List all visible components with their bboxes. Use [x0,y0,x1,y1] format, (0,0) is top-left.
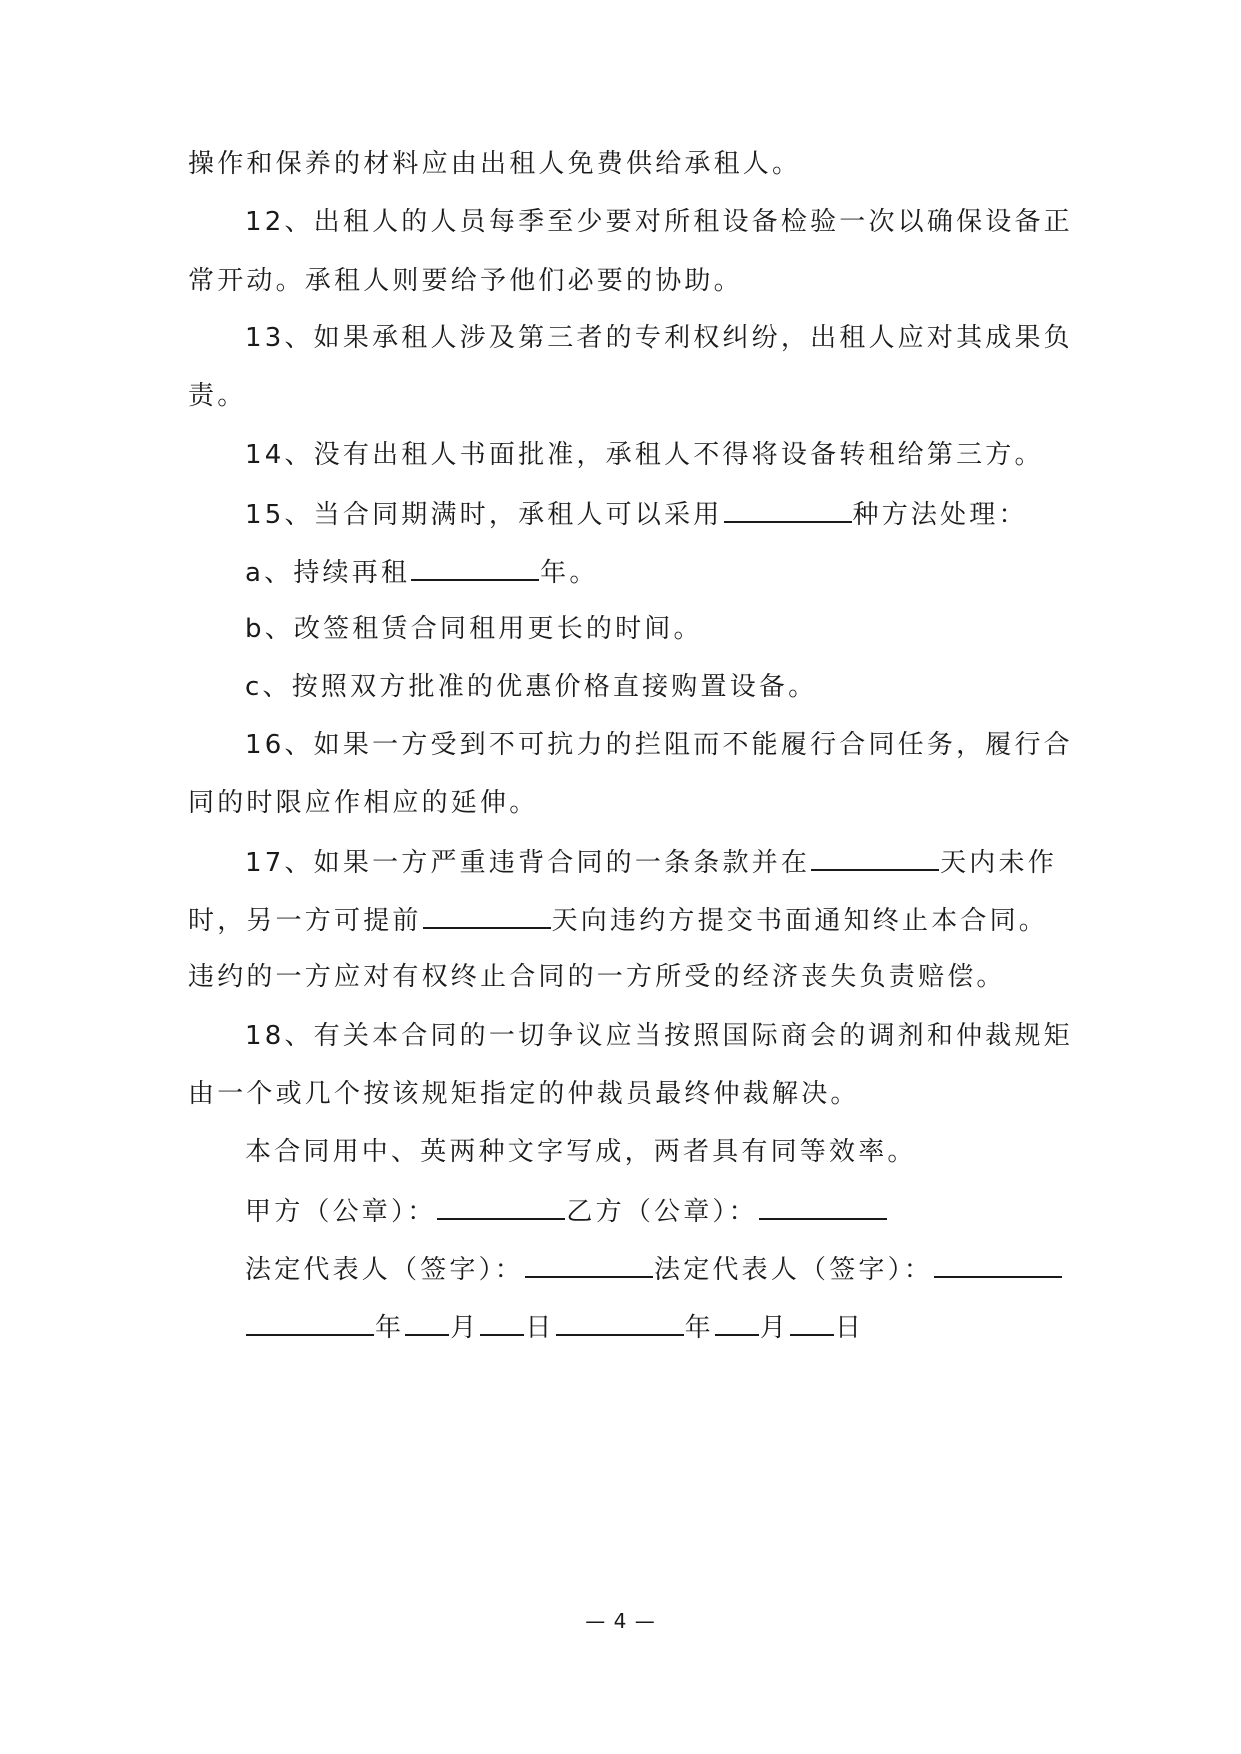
party-b-seal-label: 乙方（公章）： [566,1197,758,1227]
fill-in-blank [246,1306,374,1336]
clause-18: 18、有关本合同的一切争议应当按照国际商会的调剂和仲裁规矩 [245,1021,1073,1051]
text-segment: a、持续再租 [245,558,411,588]
year-label: 年 [684,1313,714,1343]
clause-15 [245,493,1068,533]
fill-in-blank [411,551,539,581]
party-a-representative-label: 法定代表人（签字）： [245,1255,525,1285]
text-line: 责。 [188,381,247,411]
fill-in-blank [480,1306,524,1336]
text-line [188,899,1068,939]
clause-16: 16、如果一方受到不可抗力的拦阻而不能履行合同任务，履行合 [245,730,1073,760]
text-segment: 天内未作 [940,848,1057,878]
fill-in-blank [811,841,939,871]
text-line: 违约的一方应对有权终止合同的一方所受的经济丧失负责赔偿。 [188,962,1006,992]
date-line [245,1306,1068,1346]
fill-in-blank [715,1306,759,1336]
text-segment: 17、如果一方严重违背合同的一条条款并在 [245,848,811,878]
option-a [245,551,1068,591]
text-segment: 天向违约方提交书面通知终止本合同。 [551,906,1049,936]
text-line: 操作和保养的材料应由出租人免费供给承租人。 [188,149,802,179]
clause-13: 13、如果承租人涉及第三者的专利权纠纷，出租人应对其成果负 [245,323,1073,353]
month-label: 月 [759,1313,790,1343]
text-line: 同的时限应作相应的延伸。 [188,788,539,818]
fill-in-blank [934,1248,1062,1278]
option-c: c、按照双方批准的优惠价格直接购置设备。 [245,672,818,702]
party-a-seal-label: 甲方（公章）： [245,1197,437,1227]
fill-in-blank [759,1190,887,1220]
text-segment: 年。 [540,558,599,588]
clause-12: 12、出租人的人员每季至少要对所租设备检验一次以确保设备正 [245,207,1073,237]
party-b-representative-label: 法定代表人（签字）： [654,1255,934,1285]
clause-14: 14、没有出租人书面批准，承租人不得将设备转租给第三方。 [245,440,1044,470]
language-clause: 本合同用中、英两种文字写成，两者具有同等效率。 [245,1137,917,1167]
legal-representative-line [245,1248,1068,1288]
year-label: 年 [375,1313,405,1343]
text-line: 常开动。承租人则要给予他们必要的协助。 [188,266,743,296]
text-segment: 时，另一方可提前 [188,906,422,936]
fill-in-blank [556,1306,684,1336]
fill-in-blank [724,493,852,523]
fill-in-blank [423,899,551,929]
fill-in-blank [790,1306,834,1336]
page-number: — 4 — [585,1609,656,1633]
signature-seal-line [245,1190,1068,1230]
option-b: b、改签租赁合同租用更长的时间。 [245,614,703,644]
fill-in-blank [437,1190,565,1220]
clause-17 [245,841,1068,881]
text-segment: 种方法处理： [852,500,1028,530]
fill-in-blank [405,1306,449,1336]
month-label: 月 [450,1313,480,1343]
fill-in-blank [525,1248,653,1278]
text-line: 由一个或几个按该规矩指定的仲裁员最终仲裁解决。 [188,1079,860,1109]
day-label: 日 [835,1313,865,1343]
text-segment: 15、当合同期满时，承租人可以采用 [245,500,723,530]
day-label: 日 [525,1313,555,1343]
